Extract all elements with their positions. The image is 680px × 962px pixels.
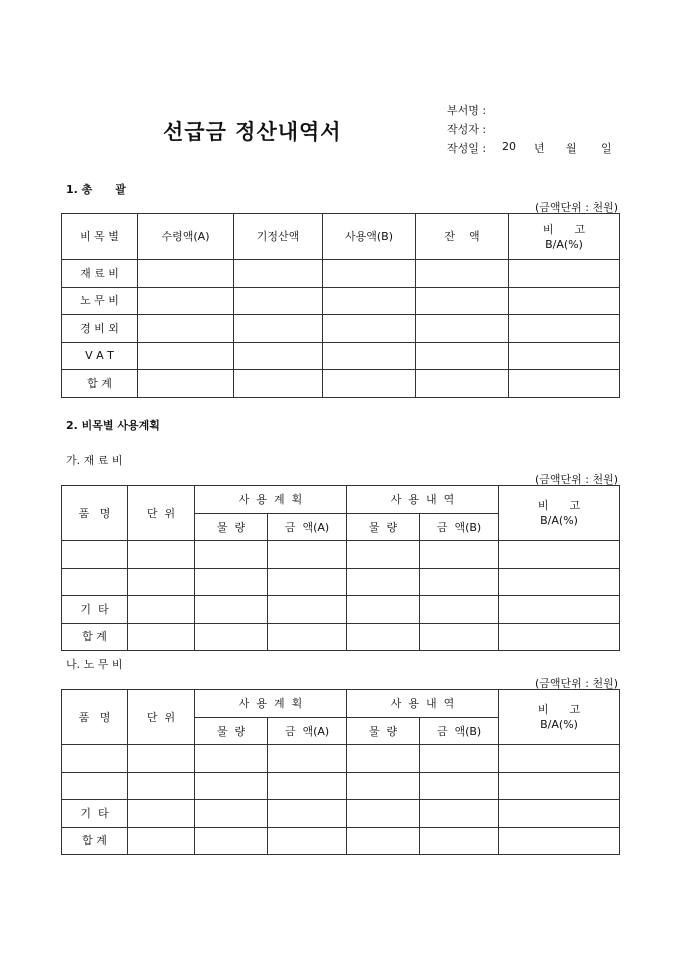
input-cell[interactable]	[268, 541, 347, 569]
summary-table	[61, 213, 620, 398]
header-cell: 금 액(A)	[268, 718, 347, 745]
header-cell	[499, 486, 620, 541]
row-label: V A T	[62, 342, 138, 370]
input-cell[interactable]	[323, 315, 416, 343]
unit-note: (금액단위 : 천원)	[534, 473, 618, 486]
input-cell[interactable]	[420, 596, 499, 624]
header-cell: 물 량	[195, 718, 268, 745]
input-cell[interactable]	[420, 772, 499, 800]
input-cell[interactable]	[420, 800, 499, 828]
input-cell[interactable]	[416, 370, 509, 398]
table-row	[62, 260, 620, 288]
input-cell[interactable]	[509, 287, 620, 315]
input-cell[interactable]	[195, 800, 268, 828]
header-row	[62, 690, 620, 718]
header-cell	[499, 690, 620, 745]
input-cell[interactable]	[499, 745, 620, 773]
detail-table	[61, 689, 620, 855]
input-cell[interactable]	[268, 827, 347, 855]
input-cell[interactable]	[420, 827, 499, 855]
year-label: 년	[534, 142, 545, 155]
table-row	[62, 342, 620, 370]
input-cell[interactable]	[195, 827, 268, 855]
input-cell[interactable]	[128, 623, 195, 651]
subsection-heading: 나. 노 무 비	[66, 658, 123, 671]
subsection-heading: 가. 재 료 비	[66, 454, 123, 467]
input-cell[interactable]	[268, 772, 347, 800]
header-cell: 물 량	[195, 514, 268, 541]
header-cell: 품 명	[62, 690, 128, 745]
input-cell[interactable]	[416, 287, 509, 315]
header-cell	[509, 214, 620, 260]
header-cell: 잔 액	[416, 214, 509, 260]
input-cell[interactable]	[420, 541, 499, 569]
input-cell[interactable]	[347, 568, 420, 596]
input-cell[interactable]	[138, 370, 234, 398]
input-cell[interactable]	[420, 745, 499, 773]
header-cell: 비 목 별	[62, 214, 138, 260]
input-cell[interactable]	[128, 596, 195, 624]
input-cell[interactable]	[323, 370, 416, 398]
input-cell[interactable]	[347, 800, 420, 828]
unit-note: (금액단위 : 천원)	[534, 677, 618, 690]
row-label: 경 비 외	[62, 315, 138, 343]
header-cell: 단 위	[128, 690, 195, 745]
input-cell[interactable]	[234, 260, 323, 288]
input-cell[interactable]	[138, 260, 234, 288]
input-cell[interactable]	[195, 623, 268, 651]
remark-label: 비 고	[537, 499, 581, 512]
ratio-label: B/A(%)	[545, 237, 583, 251]
header-cell: 수령액(A)	[138, 214, 234, 260]
section1-heading: 1. 총 괄	[66, 183, 126, 196]
input-cell[interactable]	[128, 745, 195, 773]
row-label[interactable]: 기 타	[62, 596, 128, 624]
input-cell[interactable]	[128, 800, 195, 828]
header-cell: 품 명	[62, 486, 128, 541]
input-cell[interactable]	[499, 827, 620, 855]
input-cell[interactable]	[347, 541, 420, 569]
row-label: 노 무 비	[62, 287, 138, 315]
input-cell[interactable]	[234, 342, 323, 370]
input-cell[interactable]	[499, 596, 620, 624]
date-label: 작성일 :	[447, 142, 487, 155]
input-cell[interactable]	[195, 568, 268, 596]
header-row	[62, 486, 620, 514]
input-cell[interactable]	[234, 315, 323, 343]
input-cell[interactable]	[509, 260, 620, 288]
input-cell[interactable]	[499, 568, 620, 596]
input-cell[interactable]	[416, 315, 509, 343]
header-cell: 단 위	[128, 486, 195, 541]
header-cell: 물 량	[347, 514, 420, 541]
header-cell: 사용액(B)	[323, 214, 416, 260]
header-row	[62, 214, 620, 260]
input-cell[interactable]	[420, 568, 499, 596]
input-cell[interactable]	[509, 370, 620, 398]
input-cell[interactable]	[268, 568, 347, 596]
input-cell[interactable]	[509, 315, 620, 343]
section2-heading: 2. 비목별 사용계획	[66, 419, 160, 432]
input-cell[interactable]	[234, 287, 323, 315]
input-cell[interactable]	[323, 287, 416, 315]
header-cell: 사 용 내 역	[347, 486, 499, 514]
row-label[interactable]	[62, 541, 128, 569]
input-cell[interactable]	[416, 342, 509, 370]
row-label[interactable]: 합 계	[62, 827, 128, 855]
dept-label: 부서명 :	[447, 104, 487, 117]
input-cell[interactable]	[323, 342, 416, 370]
header-cell: 금 액(A)	[268, 514, 347, 541]
input-cell[interactable]	[128, 541, 195, 569]
input-cell[interactable]	[128, 827, 195, 855]
input-cell[interactable]	[268, 623, 347, 651]
row-label[interactable]	[62, 772, 128, 800]
input-cell[interactable]	[234, 370, 323, 398]
input-cell[interactable]	[347, 623, 420, 651]
input-cell[interactable]	[195, 772, 268, 800]
table-row	[62, 596, 620, 624]
input-cell[interactable]	[347, 745, 420, 773]
date-year: 20	[502, 140, 516, 153]
row-label[interactable]: 합 계	[62, 623, 128, 651]
remark-label: 비 고	[537, 703, 581, 716]
input-cell[interactable]	[195, 596, 268, 624]
input-cell[interactable]	[323, 260, 416, 288]
header-cell: 금 액(B)	[420, 718, 499, 745]
table-row	[62, 827, 620, 855]
input-cell[interactable]	[347, 596, 420, 624]
table-row	[62, 568, 620, 596]
ratio-label: B/A(%)	[540, 718, 578, 731]
table-row	[62, 315, 620, 343]
input-cell[interactable]	[499, 541, 620, 569]
table-row	[62, 800, 620, 828]
table-row	[62, 772, 620, 800]
row-label: 재 료 비	[62, 260, 138, 288]
page-title: 선급금 정산내역서	[163, 120, 342, 144]
input-cell[interactable]	[416, 260, 509, 288]
input-cell[interactable]	[128, 772, 195, 800]
header-cell: 금 액(B)	[420, 514, 499, 541]
table-row	[62, 623, 620, 651]
remark-label: 비 고	[542, 222, 586, 236]
input-cell[interactable]	[138, 342, 234, 370]
input-cell[interactable]	[195, 541, 268, 569]
input-cell[interactable]	[499, 800, 620, 828]
table-row	[62, 287, 620, 315]
detail-table	[61, 485, 620, 651]
day-label: 일	[601, 142, 612, 155]
header-cell: 사 용 계 획	[195, 690, 347, 718]
author-label: 작성자 :	[447, 123, 487, 136]
input-cell[interactable]	[347, 772, 420, 800]
table-row	[62, 370, 620, 398]
input-cell[interactable]	[420, 623, 499, 651]
input-cell[interactable]	[499, 772, 620, 800]
ratio-label: B/A(%)	[540, 514, 578, 527]
input-cell[interactable]	[268, 596, 347, 624]
unit-note: (금액단위 : 천원)	[534, 201, 618, 214]
header-cell: 사 용 계 획	[195, 486, 347, 514]
table-row	[62, 541, 620, 569]
header-cell: 사 용 내 역	[347, 690, 499, 718]
input-cell[interactable]	[347, 827, 420, 855]
input-cell[interactable]	[195, 745, 268, 773]
input-cell[interactable]	[268, 745, 347, 773]
table-row	[62, 745, 620, 773]
row-label: 합 계	[62, 370, 138, 398]
row-label[interactable]	[62, 745, 128, 773]
month-label: 월	[566, 142, 577, 155]
input-cell[interactable]	[509, 342, 620, 370]
input-cell[interactable]	[128, 568, 195, 596]
input-cell[interactable]	[499, 623, 620, 651]
input-cell[interactable]	[268, 800, 347, 828]
row-label[interactable]	[62, 568, 128, 596]
input-cell[interactable]	[138, 315, 234, 343]
row-label[interactable]: 기 타	[62, 800, 128, 828]
header-cell: 물 량	[347, 718, 420, 745]
header-cell: 기정산액	[234, 214, 323, 260]
input-cell[interactable]	[138, 287, 234, 315]
